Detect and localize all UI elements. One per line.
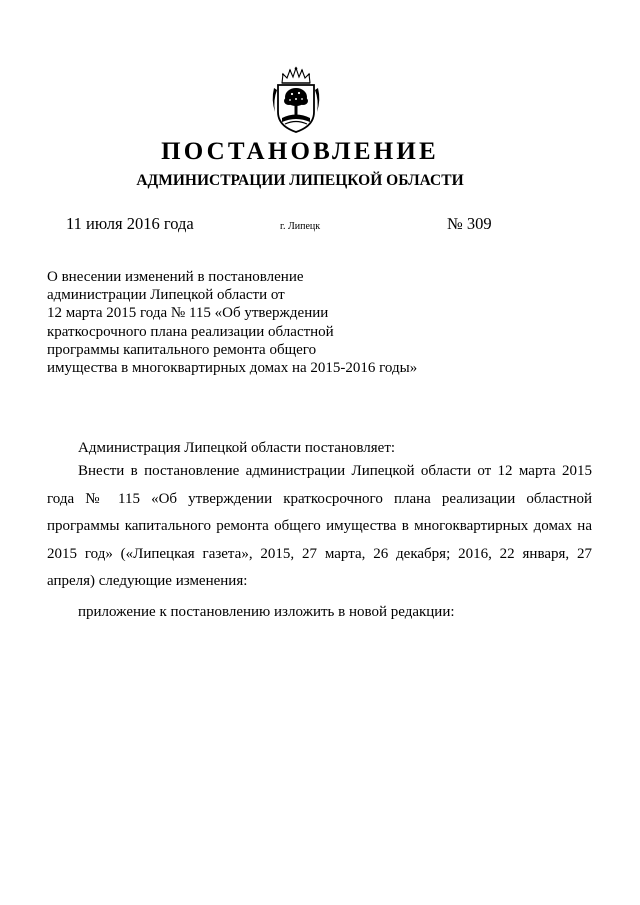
paragraph-line: 2015 год» («Липецкая газета», 2015, 27 марта, 26 декабря; 2016, 22 января, 27 <box>47 545 592 562</box>
document-date: 11 июля 2016 года <box>66 214 194 233</box>
paragraph-line: года № 115 «Об утверждении краткосрочного плана реализации областной <box>47 490 592 507</box>
document-title: ПОСТАНОВЛЕНИЕ <box>161 138 439 165</box>
appendix-instruction: приложение к постановлению изложить в новой редакции: <box>78 604 455 620</box>
document-number: № 309 <box>447 214 492 233</box>
subject-line: программы капитального ремонта общего <box>47 341 317 358</box>
subject-line: администрации Липецкой области от <box>47 287 285 304</box>
issuing-authority: АДМИНИСТРАЦИИ ЛИПЕЦКОЙ ОБЛАСТИ <box>136 172 464 189</box>
preamble-text: Администрация Липецкой области постановляет: <box>78 440 396 456</box>
subject-line: 12 марта 2015 года № 115 «Об утверждении <box>47 305 329 322</box>
document-city: г. Липецк <box>280 221 321 232</box>
coat-of-arms-emblem <box>269 66 323 134</box>
paragraph-line: программы капитального ремонта общего имущества в многоквартирных домах на <box>47 518 592 534</box>
paragraph-line: Внести в постановление администрации Липецкой области от 12 марта 2015 <box>78 463 592 479</box>
subject-line: О внесении изменений в постановление <box>47 269 304 285</box>
document-subject <box>47 268 417 377</box>
paragraph-line: апреля) следующие изменения: <box>47 573 248 589</box>
amendment-paragraph <box>47 458 592 596</box>
subject-line: краткосрочного плана реализации областной <box>47 323 334 340</box>
subject-line: имущества в многоквартирных домах на 2015-2016 годы» <box>47 360 418 377</box>
